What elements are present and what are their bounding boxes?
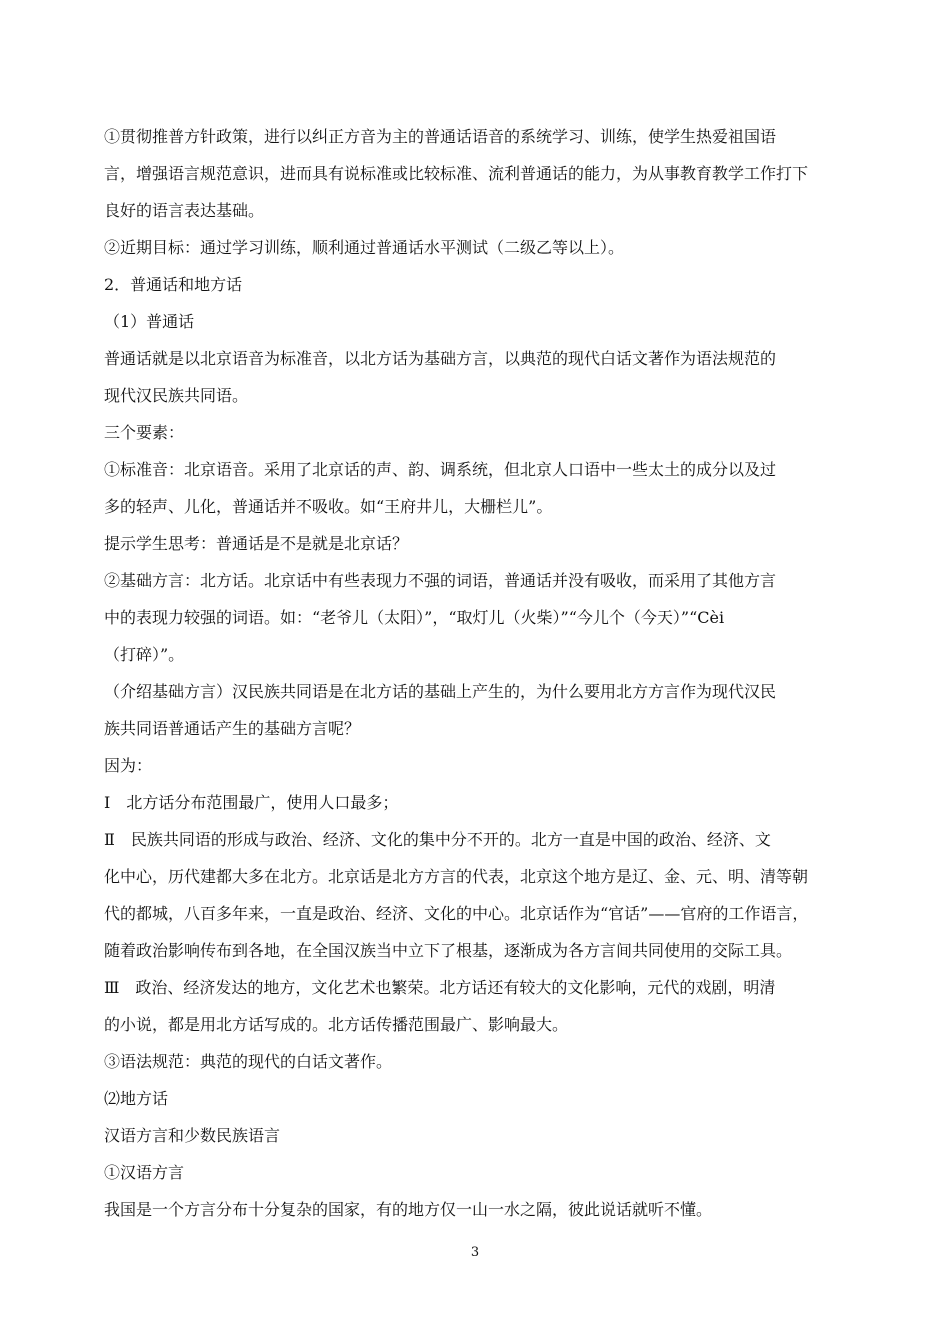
text-line: 良好的语言表达基础。: [104, 201, 265, 220]
paragraph: [104, 525, 816, 562]
text-line: （打碎）”。: [104, 645, 185, 664]
paragraph: [104, 229, 816, 266]
paragraph: [104, 821, 816, 969]
paragraph: [104, 673, 816, 747]
text-line: 我国是一个方言分布十分复杂的国家，有的地方仅一山一水之隔，彼此说话就听不懂。: [104, 1200, 713, 1219]
text-line: 化中心，历代建都大多在北方。北京话是北方方言的代表，北京这个地方是辽、金、元、明、清等朝: [104, 867, 809, 886]
text-line: Ⅲ 政治、经济发达的地方，文化艺术也繁荣。北方话还有较大的文化影响，元代的戏剧，明清: [104, 978, 776, 997]
text-line: 2．普通话和地方话: [104, 275, 243, 294]
text-line: 普通话就是以北京语音为标准音，以北方话为基础方言，以典范的现代白话文著作为语法规范的: [104, 349, 777, 368]
paragraph: [104, 1191, 816, 1228]
text-line: 中的表现力较强的词语。如：“老爷儿（太阳）”，“取灯儿（火柴）”“今儿个（今天）”“Cèi: [104, 608, 725, 627]
paragraph: [104, 1154, 816, 1191]
paragraph: [104, 562, 816, 673]
paragraph: [104, 340, 816, 414]
text-line: ①标准音：北京语音。采用了北京话的声、韵、调系统，但北京人口语中一些太土的成分以及过: [104, 460, 777, 479]
text-line: ①汉语方言: [104, 1163, 185, 1182]
paragraph: [104, 451, 816, 525]
paragraph: [104, 1043, 816, 1080]
paragraph: [104, 747, 816, 784]
subsection-heading: [104, 303, 816, 340]
text-line: 言，增强语言规范意识，进而具有说标准或比较标准、流利普通话的能力，为从事教育教学工作打下: [104, 164, 809, 183]
paragraph: [104, 784, 816, 821]
text-line: Ⅱ 民族共同语的形成与政治、经济、文化的集中分不开的。北方一直是中国的政治、经济、文: [104, 830, 771, 849]
text-line: 因为：: [104, 756, 153, 775]
text-line: 汉语方言和少数民族语言: [104, 1126, 281, 1145]
paragraph: [104, 1117, 816, 1154]
text-line: 现代汉民族共同语。: [104, 386, 249, 405]
text-line: ⑵地方话: [104, 1089, 169, 1108]
text-line: 提示学生思考：普通话是不是就是北京话？: [104, 534, 409, 553]
text-line: （1）普通话: [104, 312, 195, 331]
text-line: ①贯彻推普方针政策，进行以纠正方音为主的普通话语音的系统学习、训练，使学生热爱祖国语: [104, 127, 777, 146]
text-line: Ⅰ 北方话分布范围最广，使用人口最多；: [104, 793, 399, 812]
text-line: 的小说，都是用北方话写成的。北方话传播范围最广、影响最大。: [104, 1015, 569, 1034]
text-line: 三个要素：: [104, 423, 185, 442]
text-line: （介绍基础方言）汉民族共同语是在北方话的基础上产生的，为什么要用北方方言作为现代汉民: [104, 682, 777, 701]
paragraph: [104, 118, 816, 229]
text-line: ②近期目标：通过学习训练，顺利通过普通话水平测试（二级乙等以上）。: [104, 238, 625, 257]
text-line: 族共同语普通话产生的基础方言呢？: [104, 719, 361, 738]
paragraph: [104, 969, 816, 1043]
paragraph: [104, 414, 816, 451]
text-line: ③语法规范：典范的现代的白话文著作。: [104, 1052, 393, 1071]
subsection-heading: [104, 1080, 816, 1117]
page-number: 3: [470, 1245, 480, 1260]
text-line: ②基础方言：北方话。北京话中有些表现力不强的词语，普通话并没有吸收，而采用了其他方言: [104, 571, 777, 590]
text-line: 代的都城，八百多年来，一直是政治、经济、文化的中心。北京话作为“官话”——官府的工作语言，: [104, 904, 809, 923]
section-heading: [104, 266, 816, 303]
text-line: 随着政治影响传布到各地，在全国汉族当中立下了根基，逐渐成为各方言间共同使用的交际工具。: [104, 941, 793, 960]
text-line: 多的轻声、儿化，普通话并不吸收。如“王府井儿，大栅栏儿”。: [104, 497, 553, 516]
